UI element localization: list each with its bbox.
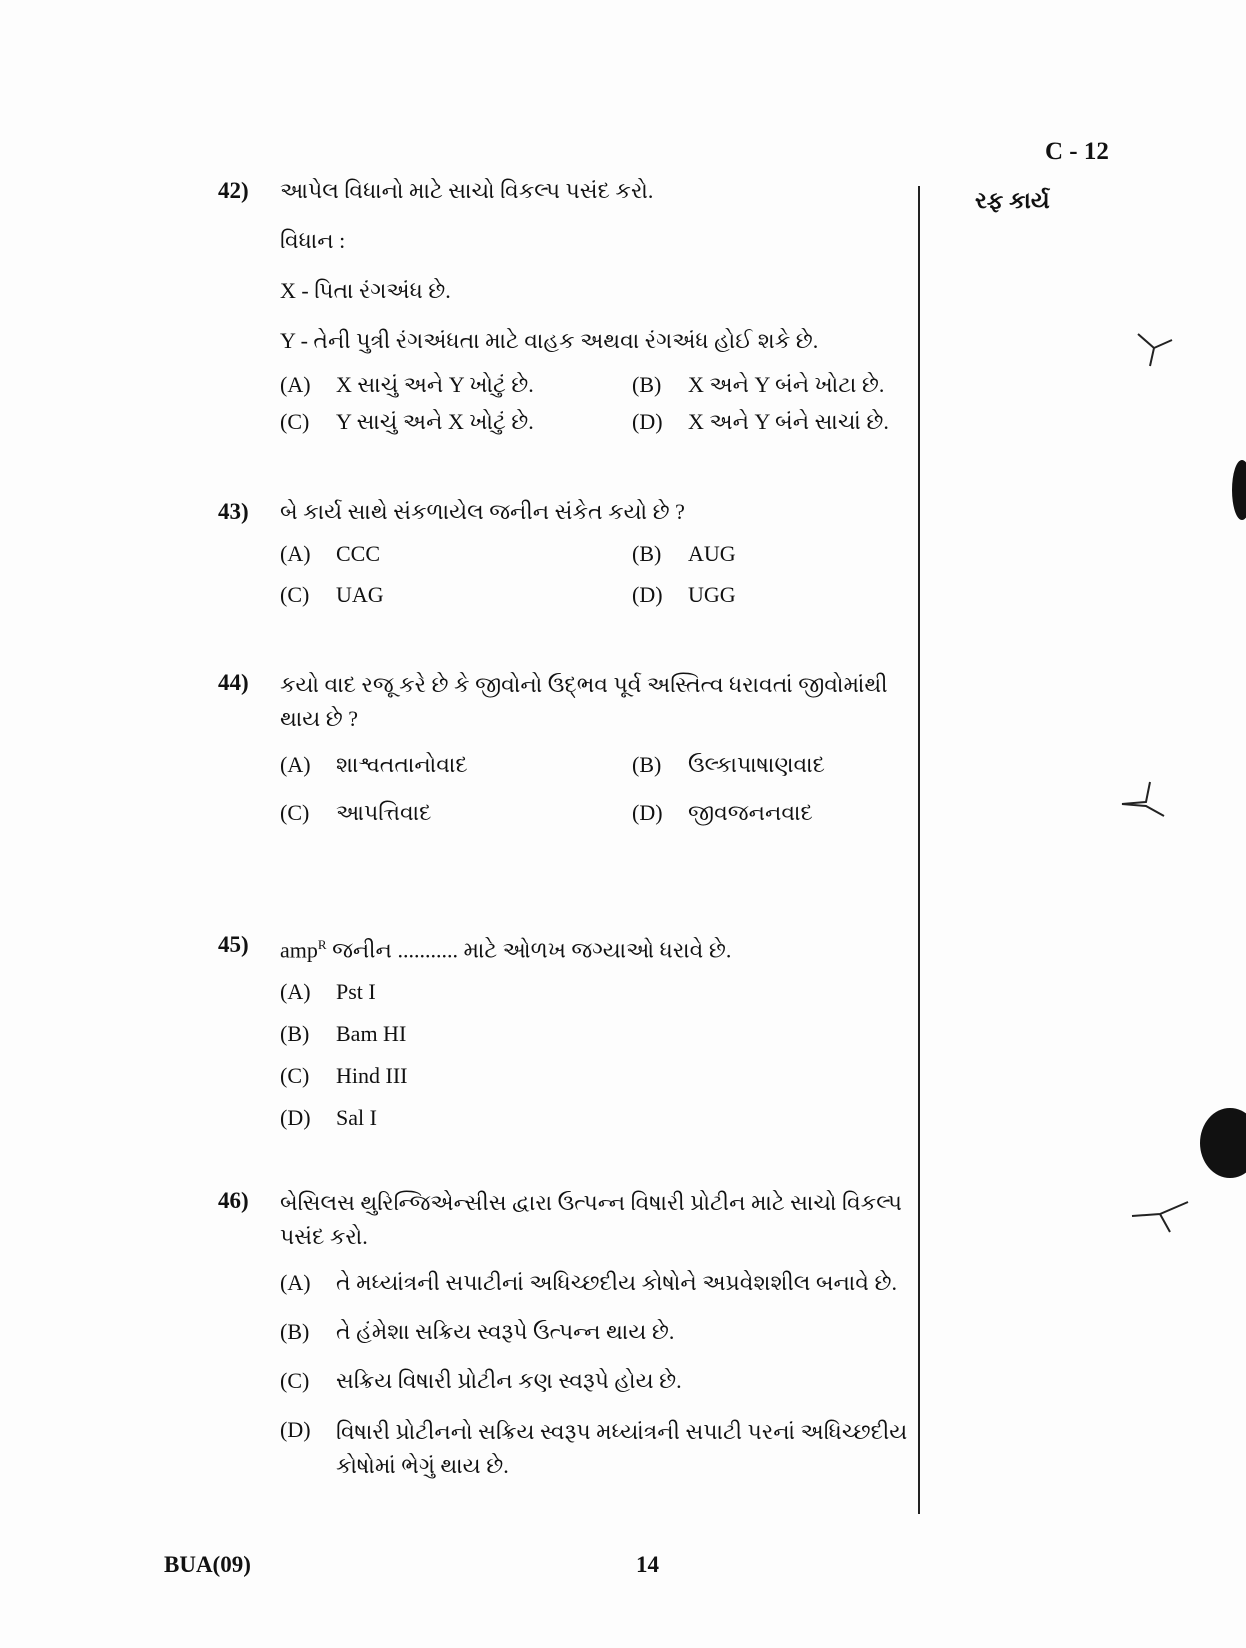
options	[280, 977, 918, 1147]
question-number: 45)	[218, 932, 249, 957]
booklet-code: BUA(09)	[164, 1552, 251, 1577]
option-a: (A) Pst I	[280, 979, 376, 1005]
statement-y: Y - તેની પુત્રી રંગઅંધતા માટે વાહક અથવા રંગઅંધ હોઈ શકે છે.	[280, 328, 819, 353]
option-b: (B) X અને Y બંને ખોટા છે.	[632, 372, 885, 397]
question-text: બેસિલસ થુરિન્જિએન્સીસ દ્વારા ઉત્પન્ન વિષારી પ્રોટીન માટે સાચો વિકલ્પ પસંદ કરો.	[280, 1190, 902, 1249]
question-text: આપેલ વિધાનો માટે સાચો વિકલ્પ પસંદ કરો.	[280, 178, 654, 203]
option-c: (C) Y સાચું અને X ખોટું છે.	[280, 409, 534, 434]
question-43	[218, 497, 918, 623]
option-b: (B) Bam HI	[280, 1021, 407, 1047]
option-a: (A) તે મધ્યાંત્રની સપાટીનાં અધિચ્છદીય કોષોને અપ્રવેશશીલ બનાવે છે.	[280, 1270, 898, 1295]
option-d: (D) X અને Y બંને સાચાં છે.	[632, 409, 889, 434]
option-c: (C) Hind III	[280, 1063, 408, 1089]
option-a: (A) CCC	[280, 541, 381, 566]
option-b: (B) AUG	[632, 541, 736, 566]
option-d: (D) જીવજનનવાદ	[632, 800, 813, 825]
question-text: કયો વાદ રજૂ કરે છે કે જીવોનો ઉદ્ભવ પૂર્વ અસ્તિત્વ ધરાવતાં જીવોમાંથી થાય છે ?	[280, 672, 888, 731]
rough-work-label: રફ કાર્ય	[975, 188, 1050, 213]
question-number: 42)	[218, 178, 249, 203]
page-code: C - 12	[1045, 138, 1109, 165]
question-44	[218, 668, 918, 840]
scan-mark-icon	[1136, 330, 1176, 370]
question-46	[218, 1186, 918, 1488]
scan-blot	[1232, 460, 1246, 520]
option-b: (B) ઉલ્કાપાષાણવાદ	[632, 752, 825, 777]
option-d: (D) Sal I	[280, 1105, 377, 1131]
option-d: (D) UGG	[632, 582, 736, 607]
question-45	[218, 930, 918, 1147]
option-c: (C) સક્રિય વિષારી પ્રોટીન કણ સ્વરૂપે હોય છે.	[280, 1368, 682, 1393]
option-a: (A) શાશ્વતતાનોવાદ	[280, 752, 468, 777]
options	[280, 750, 918, 840]
question-number: 43)	[218, 499, 249, 524]
options	[280, 370, 918, 450]
options	[280, 539, 918, 623]
question-number: 44)	[218, 670, 249, 695]
option-c: (C) આપત્તિવાદ	[280, 800, 432, 825]
options	[280, 1268, 918, 1488]
option-a: (A) X સાચું અને Y ખોટું છે.	[280, 372, 534, 397]
option-b: (B) તે હંમેશા સક્રિય સ્વરૂપે ઉત્પન્ન થાય છે.	[280, 1319, 675, 1344]
question-text: બે કાર્ય સાથે સંકળાયેલ જનીન સંકેત કયો છે ?	[280, 499, 685, 524]
column-divider	[918, 186, 920, 1514]
option-d: (D) વિષારી પ્રોટીનનો સક્રિય સ્વરૂપ મધ્યાંત્રની સપાટી પરનાં અધિચ્છદીય કોષોમાં ભેગું થાય છે.	[280, 1417, 908, 1478]
page-number: 14	[636, 1552, 659, 1577]
scan-mark-icon	[1130, 1196, 1190, 1236]
scan-mark-icon	[1120, 780, 1170, 820]
scan-blot	[1200, 1108, 1246, 1178]
question-42	[218, 176, 918, 450]
question-number: 46)	[218, 1188, 249, 1213]
statement-x: X - પિતા રંગઅંધ છે.	[280, 278, 451, 303]
question-text: amp$^R$ જનીન ........... માટે ઓળખ જગ્યાઓ ધરાવે છે.	[280, 937, 732, 963]
option-c: (C) UAG	[280, 582, 384, 607]
statement-label: વિધાન :	[280, 228, 346, 253]
